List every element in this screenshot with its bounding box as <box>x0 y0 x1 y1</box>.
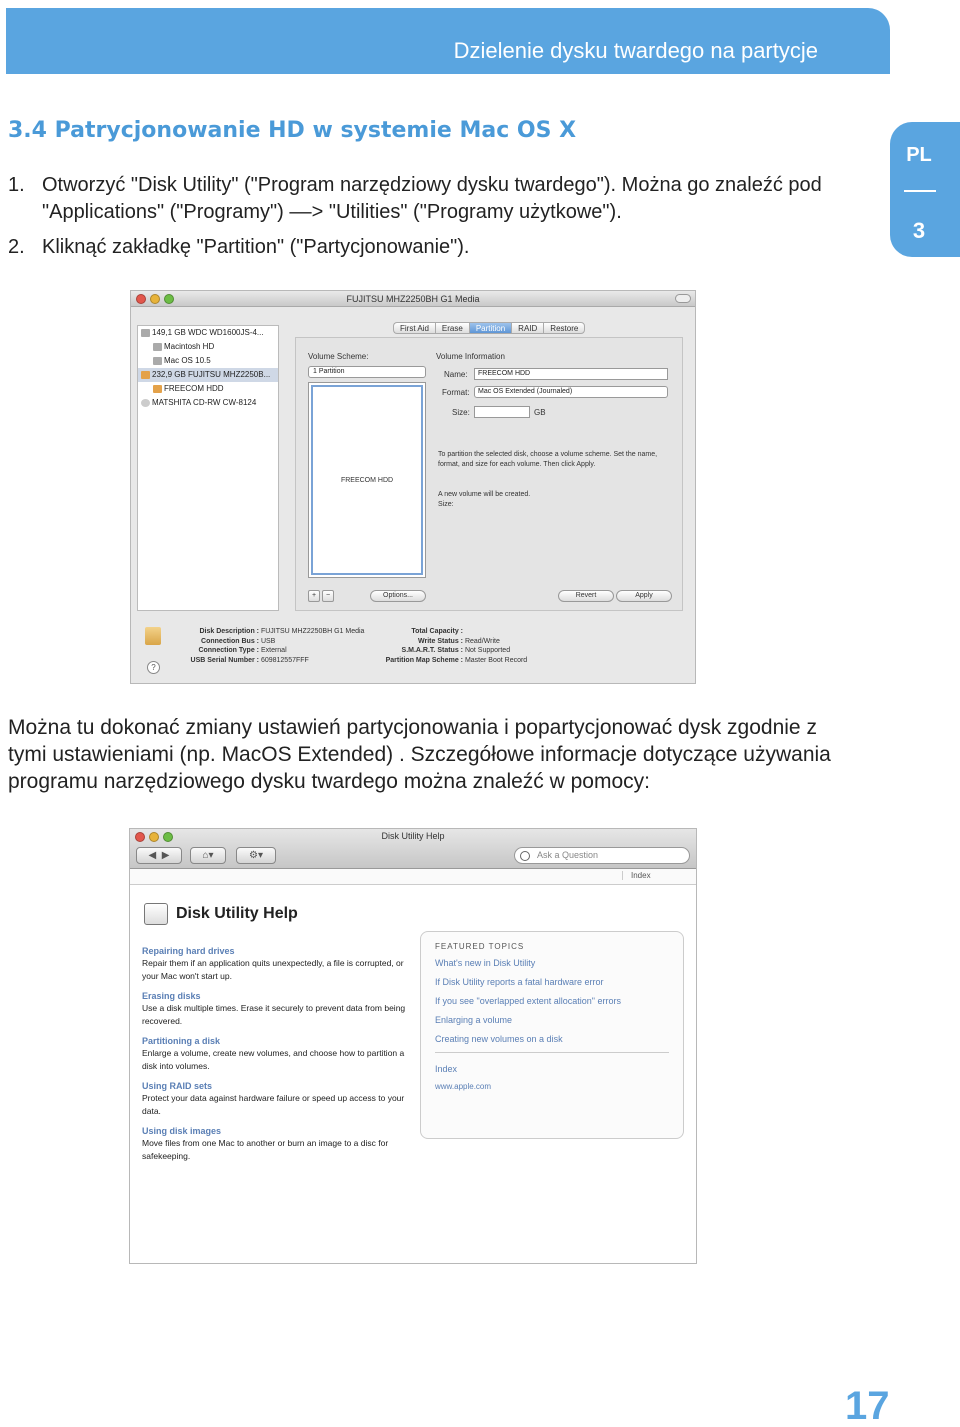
topic-list <box>142 945 410 1170</box>
featured-link[interactable]: What's new in Disk Utility <box>435 958 536 968</box>
info-value: 609812557FFF <box>260 656 309 664</box>
disk-info-panel <box>137 619 689 677</box>
page-number: 17 <box>845 1384 890 1427</box>
help-heading-text: Disk Utility Help <box>176 905 298 922</box>
home-button[interactable] <box>190 847 226 864</box>
featured-topics-panel <box>420 931 684 1139</box>
partition-label: FREECOM HDD <box>340 476 394 484</box>
info-value: External <box>260 647 287 654</box>
partition-instructions: To partition the selected disk, choose a volume scheme. Set the name, format, and size for each volume. Then click Apply. <box>438 451 658 468</box>
featured-link[interactable]: If Disk Utility reports a fatal hardware error <box>435 977 604 987</box>
action-menu-button[interactable] <box>236 847 276 864</box>
partition-layout[interactable] <box>308 382 426 578</box>
tab-divider <box>904 190 936 192</box>
volume-icon <box>153 343 162 351</box>
apply-button[interactable]: Apply <box>616 590 672 602</box>
index-link[interactable]: Index <box>435 1064 458 1074</box>
disk-label: 232,9 GB FUJITSU MHZ2250B... <box>152 370 271 379</box>
options-button[interactable]: Options... <box>370 590 426 602</box>
language-tab <box>890 122 960 257</box>
new-volume-note: A new volume will be created. <box>438 491 531 498</box>
index-tab[interactable]: Index <box>622 871 676 880</box>
apple-link[interactable]: www.apple.com <box>435 1082 492 1091</box>
topic-link[interactable]: Partitioning a disk <box>142 1036 221 1046</box>
info-value: Read/Write <box>464 637 500 645</box>
info-value: USB <box>260 637 276 645</box>
language-label: PL <box>906 144 932 166</box>
step-text: Otworzyć "Disk Utility" ("Program narzędziowy dysku twardego"). Można go znaleźć pod "Applications" ("Programy") ––> "Utilities" ("Programy użytkowe"). <box>42 174 822 223</box>
featured-link[interactable]: If you see "overlapped extent allocation" errors <box>435 996 621 1006</box>
description-paragraph: Można tu dokonać zmiany ustawień partycjonowania i popartycjonować dysk zgodnie z tymi ustawieniami (np. MacOS Extended) . Szczegółowe informacje dotyczące używania programu narzędziowego dysku twardego można znaleźć w pomocy: <box>8 716 831 793</box>
header-title: Dzielenie dysku twardego na partycje <box>453 38 818 63</box>
chapter-number: 3 <box>912 218 926 243</box>
info-key: Total Capacity : <box>411 628 463 635</box>
back-icon[interactable]: ◀ <box>148 850 157 861</box>
search-icon <box>520 851 530 861</box>
topic-description: Repair them if an application quits unexpectedly, a file is corrupted, or your Mac won't start up. <box>142 958 404 981</box>
help-toolbar <box>130 829 696 869</box>
forward-icon[interactable]: ▶ <box>161 850 170 861</box>
topic-description: Use a disk multiple times. Erase it securely to prevent data from being recovered. <box>142 1003 406 1026</box>
disk-label: Macintosh HD <box>164 342 215 351</box>
revert-button[interactable]: Revert <box>558 590 614 602</box>
partition-pane <box>295 337 683 611</box>
new-volume-size: Size: <box>438 501 454 508</box>
volume-scheme-select[interactable]: 1 Partition <box>308 366 426 378</box>
step-text: Kliknąć zakładkę "Partition" ("Partycjonowanie"). <box>42 236 470 258</box>
back-forward-buttons[interactable] <box>136 847 182 864</box>
tab-raid[interactable]: RAID <box>511 322 543 334</box>
hard-disk-icon <box>141 329 150 337</box>
help-heading <box>144 903 298 925</box>
steps-list <box>8 172 838 269</box>
topic-item <box>142 990 410 1028</box>
window-controls <box>136 294 174 304</box>
optical-drive-icon <box>141 399 150 407</box>
topic-link[interactable]: Using RAID sets <box>142 1081 213 1091</box>
disk-list-item[interactable] <box>138 340 278 354</box>
info-key: S.M.A.R.T. Status : <box>401 647 463 654</box>
minimize-icon[interactable] <box>150 294 160 304</box>
format-label: Format: <box>442 388 470 397</box>
tab-erase[interactable]: Erase <box>435 322 469 334</box>
toolbar-toggle-button[interactable] <box>675 294 691 303</box>
disk-info-left <box>177 627 364 665</box>
topic-item <box>142 1125 410 1163</box>
info-key: Connection Type : <box>198 647 259 654</box>
add-partition-button[interactable]: + <box>308 590 320 602</box>
topic-link[interactable]: Repairing hard drives <box>142 946 235 956</box>
disk-label: MATSHITA CD-RW CW-8124 <box>152 398 257 407</box>
size-unit: GB <box>534 408 546 417</box>
name-label: Name: <box>444 370 468 379</box>
info-key: Write Status : <box>418 637 463 645</box>
divider <box>435 1052 669 1053</box>
info-key: Disk Description : <box>199 628 259 635</box>
size-label: Size: <box>452 408 470 417</box>
help-icon[interactable]: ? <box>147 661 160 674</box>
header-bar <box>6 8 890 74</box>
external-volume-icon <box>153 385 162 393</box>
info-key: Partition Map Scheme : <box>385 656 463 664</box>
search-input[interactable] <box>514 847 690 864</box>
disk-info-right <box>373 627 527 665</box>
close-icon[interactable] <box>136 294 146 304</box>
topic-description: Move files from one Mac to another or burn an image to a disc for safekeeping. <box>142 1138 389 1161</box>
topic-description: Enlarge a volume, create new volumes, and choose how to partition a disk into volumes. <box>142 1048 405 1071</box>
disk-utility-window <box>130 290 696 684</box>
info-value: Master Boot Record <box>464 656 528 664</box>
home-icon: ⌂▾ <box>202 850 214 861</box>
volume-scheme-label: Volume Scheme: <box>308 352 369 361</box>
disk-list-item[interactable] <box>138 354 278 368</box>
external-disk-icon <box>145 627 161 645</box>
disk-list-item-selected[interactable] <box>138 368 278 382</box>
size-input[interactable] <box>474 406 530 418</box>
tab-restore[interactable]: Restore <box>543 322 585 334</box>
topic-description: Protect your data against hardware failure or speed up access to your data. <box>142 1093 405 1116</box>
featured-heading: FEATURED TOPICS <box>435 942 525 951</box>
topic-link[interactable]: Erasing disks <box>142 991 201 1001</box>
info-value: Not Supported <box>464 647 511 654</box>
featured-link[interactable]: Enlarging a volume <box>435 1015 513 1025</box>
disk-utility-icon <box>144 903 168 925</box>
volume-icon <box>153 357 162 365</box>
format-select[interactable]: Mac OS Extended (Journaled) <box>474 386 668 398</box>
step-item <box>8 172 838 226</box>
disk-list-item[interactable] <box>138 396 278 410</box>
index-bar <box>130 869 696 885</box>
disk-label: Mac OS 10.5 <box>164 356 211 365</box>
partition-block[interactable] <box>311 385 423 575</box>
window-title: FUJITSU MHZ2250BH G1 Media <box>346 294 480 304</box>
zoom-icon[interactable] <box>164 294 174 304</box>
tab-partition[interactable]: Partition <box>469 322 511 334</box>
info-key: USB Serial Number : <box>190 656 259 664</box>
info-key: Connection Bus : <box>201 637 259 645</box>
external-disk-icon <box>141 371 150 379</box>
topic-item <box>142 1035 410 1073</box>
step-number: 1. <box>8 174 25 196</box>
volume-information-label: Volume Information <box>436 352 505 361</box>
disk-label: 149,1 GB WDC WD1600JS-4... <box>152 328 264 337</box>
step-item <box>8 234 838 261</box>
disk-list-item[interactable] <box>138 382 278 396</box>
disk-list-item[interactable] <box>138 326 278 340</box>
help-window <box>129 828 697 1264</box>
featured-link[interactable]: Creating new volumes on a disk <box>435 1034 563 1044</box>
volume-name-input[interactable]: FREECOM HDD <box>474 368 668 380</box>
step-number: 2. <box>8 236 25 258</box>
topic-link[interactable]: Using disk images <box>142 1126 222 1136</box>
disk-list <box>137 325 279 611</box>
remove-partition-button[interactable]: − <box>322 590 334 602</box>
topic-item <box>142 945 410 983</box>
topic-item <box>142 1080 410 1118</box>
window-title: Disk Utility Help <box>381 831 445 841</box>
window-titlebar <box>131 291 695 307</box>
disk-label: FREECOM HDD <box>164 384 224 393</box>
section-title: 3.4 Patrycjonowanie HD w systemie Mac OS X <box>8 118 577 143</box>
tab-bar <box>393 322 585 334</box>
info-value: FUJITSU MHZ2250BH G1 Media <box>260 628 365 635</box>
search-placeholder: Ask a Question <box>537 850 599 860</box>
gear-icon: ⚙▾ <box>249 850 263 861</box>
tab-first-aid[interactable]: First Aid <box>393 322 435 334</box>
